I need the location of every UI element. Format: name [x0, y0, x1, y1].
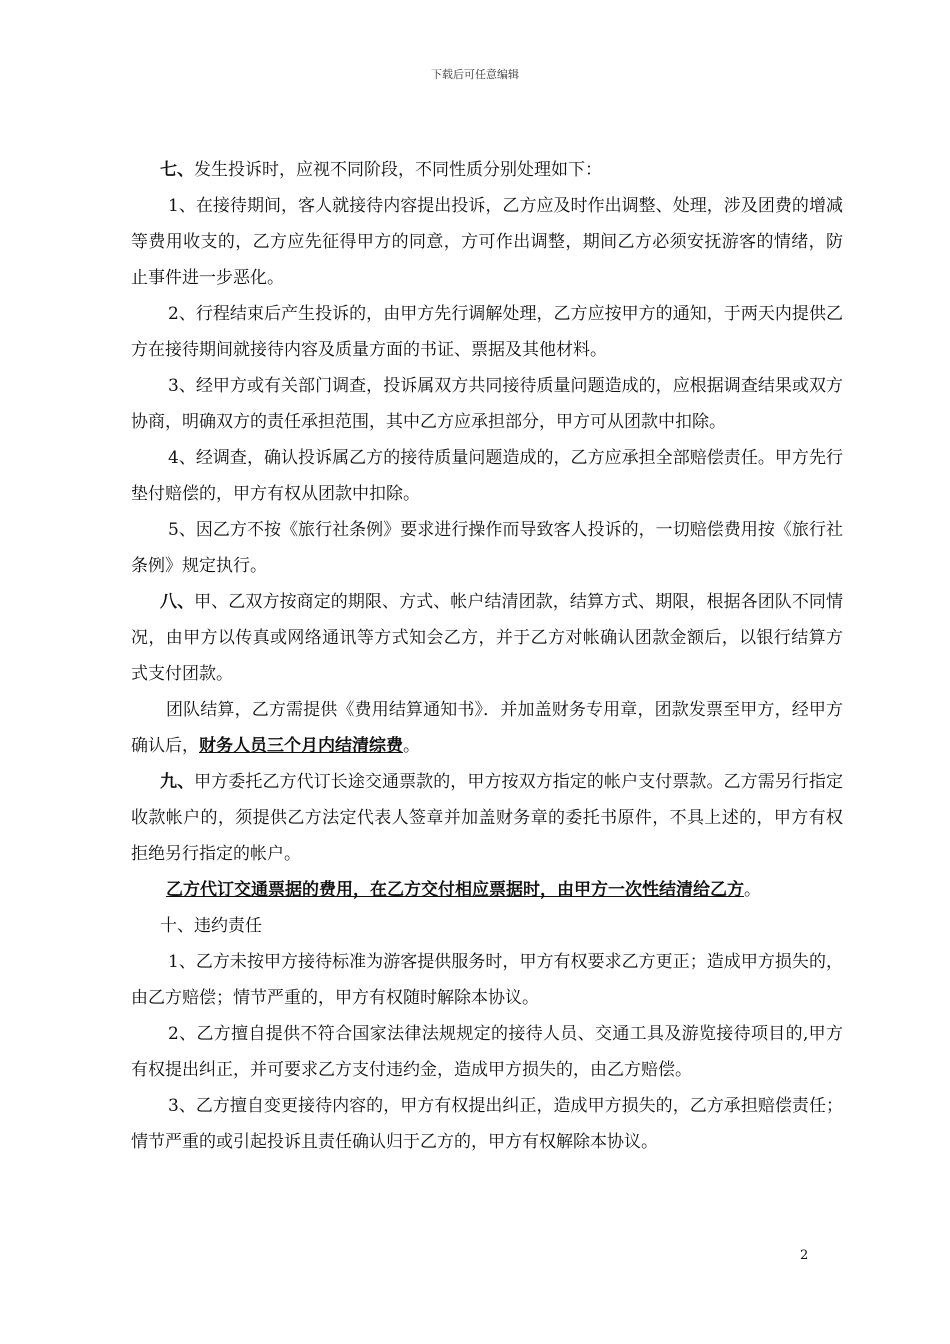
- section-8-settlement-text: 团队结算，乙方需提供《费用结算通知书》．并加盖财务专用章，团款发票至甲方，经甲方确认后，: [131, 700, 843, 756]
- page-number: 2: [800, 1248, 809, 1263]
- section-9-settlement-emphasis: 乙方代订交通票据的费用，在乙方交付相应票据时，由甲方一次性结清给乙方: [166, 880, 744, 900]
- section-7-heading: [131, 152, 843, 188]
- section-7-number: 七、: [160, 160, 194, 180]
- section-10-item-2: 2、乙方擅自提供不符合国家法律法规规定的接待人员、交通工具及游览接待项目的,甲方有权提出纠正，并可要求乙方支付违约金，造成甲方损失的，由乙方赔偿。: [131, 1024, 843, 1080]
- section-9-text: 甲方委托乙方代订长途交通票款的，甲方按双方指定的帐户支付票款。乙方需另行指定收款帐户的，须提供乙方法定代表人签章并加盖财务章的委托书原件，不具上述的，甲方有权拒绝另行指定的帐户。: [131, 772, 844, 864]
- section-9-number: 九、: [160, 772, 195, 792]
- section-8-text: 甲、乙双方按商定的期限、方式、帐户结清团款，结算方式、期限，根据各团队不同情况，由甲方以传真或网络通讯等方式知会乙方，并于乙方对帐确认团款金额后，以银行结算方式支付团款。: [131, 592, 844, 684]
- section-10-number: 十、: [160, 916, 194, 936]
- page-header: 下载后可任意编辑: [431, 68, 519, 81]
- section-10-title: 违约责任: [194, 916, 262, 936]
- document-body: [131, 152, 843, 1160]
- section-7-item-4: 4、经调查，确认投诉属乙方的接待质量问题造成的，乙方应承担全部赔偿责任。甲方先行垫付赔偿的，甲方有权从团款中扣除。: [131, 448, 843, 504]
- section-9-paragraph: [131, 764, 843, 872]
- section-10-heading: [131, 908, 843, 944]
- section-7-item-2: 2、行程结束后产生投诉的，由甲方先行调解处理，乙方应按甲方的通知，于两天内提供乙方在接待期间就接待内容及质量方面的书证、票据及其他材料。: [131, 304, 843, 360]
- section-7-item-5: 5、因乙方不按《旅行社条例》要求进行操作而导致客人投诉的，一切赔偿费用按《旅行社条例》规定执行。: [131, 520, 843, 576]
- section-8-paragraph: [131, 584, 843, 692]
- section-8-settlement-paragraph: [131, 692, 843, 764]
- section-7-title: 发生投诉时，应视不同阶段，不同性质分别处理如下：: [194, 160, 602, 180]
- section-7-item-3: 3、经甲方或有关部门调查，投诉属双方共同接待质量问题造成的，应根据调查结果或双方协商，明确双方的责任承担范围，其中乙方应承担部分，甲方可从团款中扣除。: [131, 376, 843, 432]
- section-7-item-1: 1、在接待期间，客人就接待内容提出投诉，乙方应及时作出调整、处理，涉及团费的增减等费用收支的，乙方应先征得甲方的同意，方可作出调整，期间乙方必须安抚游客的情绪，防止事件进一步恶化。: [131, 196, 843, 288]
- section-10-item-1: 1、乙方未按甲方接待标准为游客提供服务时，甲方有权要求乙方更正；造成甲方损失的，由乙方赔偿；情节严重的，甲方有权随时解除本协议。: [131, 952, 843, 1008]
- section-8-number: 八、: [160, 592, 195, 612]
- section-8-settlement-end: 。: [403, 736, 420, 756]
- section-9-settlement-paragraph: [131, 872, 843, 908]
- section-10-item-3: 3、乙方擅自变更接待内容的，甲方有权提出纠正，造成甲方损失的，乙方承担赔偿责任；情节严重的或引起投诉且责任确认归于乙方的，甲方有权解除本协议。: [131, 1096, 843, 1152]
- section-8-settlement-emphasis: 财务人员三个月内结清综费: [199, 736, 403, 756]
- section-9-settlement-end: 。: [744, 880, 761, 900]
